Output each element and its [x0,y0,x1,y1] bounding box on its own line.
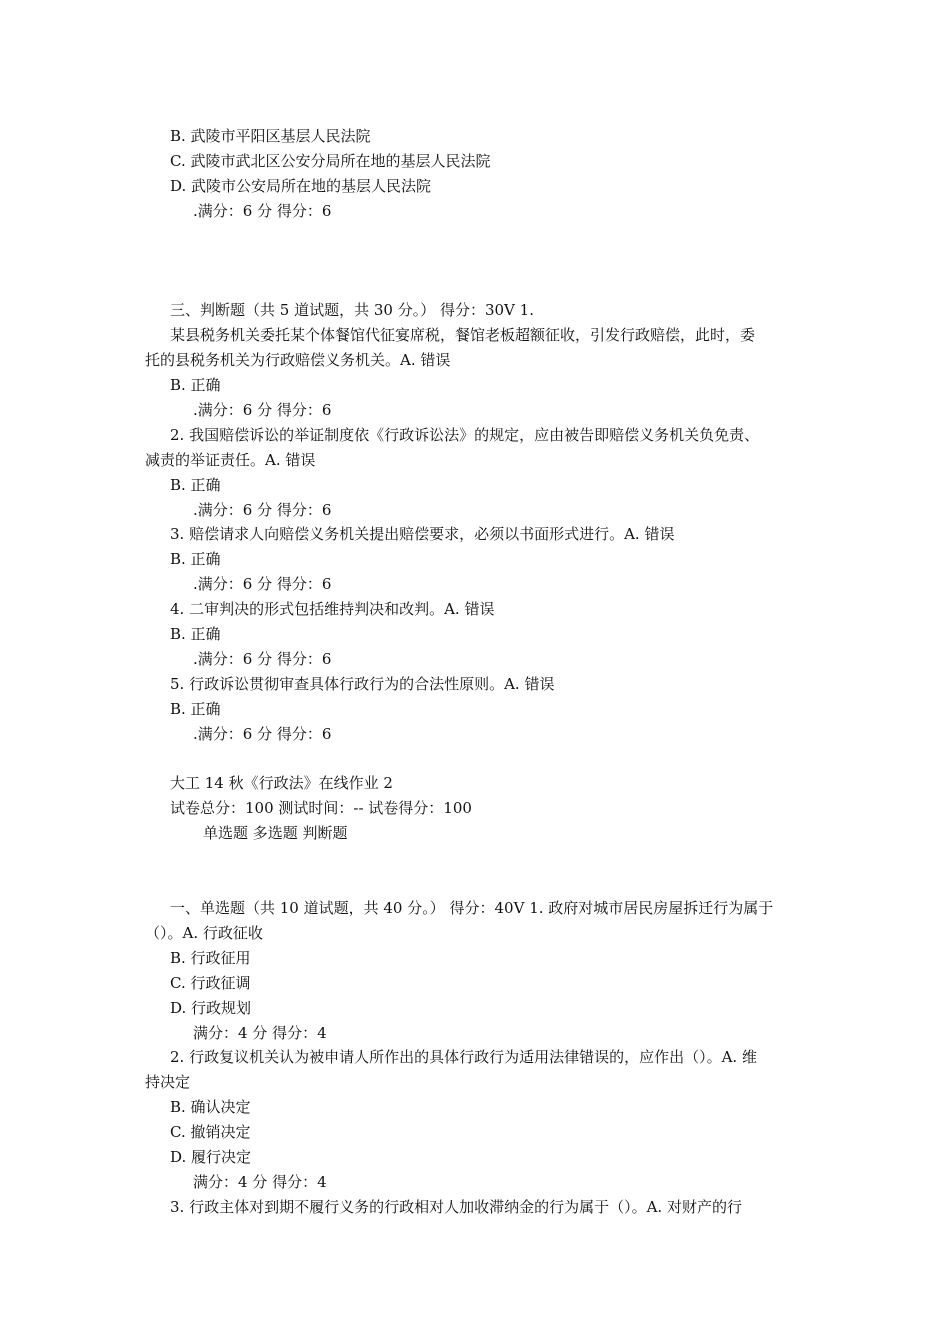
judge-q2-text: 2. 我国赔偿诉讼的举证制度依《行政诉讼法》的规定，应由被告即赔偿义务机关负免责、 [170,426,760,444]
judge-q2-text-cont: 减责的举证责任。A. 错误 [145,451,316,469]
single-q2-text-cont: 持决定 [145,1073,191,1091]
single-section-header: 一、单选题（共 10 道试题，共 40 分。） 得分：40V 1. 政府对城市居民房屋拆迁行为属于 [170,899,774,917]
single-q2-option-d: D. 履行决定 [170,1148,252,1166]
judge-q1-text: 某县税务机关委托某个体餐馆代征宴席税，餐馆老板超额征收，引发行政赔偿，此时，委 [170,326,756,344]
option-c: C. 武陵市武北区公安分局所在地的基层人民法院 [170,152,491,170]
judge-q5-text: 5. 行政诉讼贯彻审查具体行政行为的合法性原则。A. 错误 [170,675,555,693]
score-line: .满分：6 分 得分：6 [193,202,332,220]
judge-q1-score: .满分：6 分 得分：6 [193,401,332,419]
single-q1-option-b: B. 行政征用 [170,949,251,967]
judge-section-header: 三、判断题（共 5 道试题，共 30 分。） 得分：30V 1. [170,301,534,319]
judge-q1-option-b: B. 正确 [170,376,221,394]
judge-q3-score: .满分：6 分 得分：6 [193,575,332,593]
exam-title: 大工 14 秋《行政法》在线作业 2 [170,774,393,792]
judge-q3-option-b: B. 正确 [170,550,221,568]
single-q1-option-d: D. 行政规划 [170,999,252,1017]
single-q2-score: 满分：4 分 得分：4 [193,1173,327,1191]
section-tabs[interactable]: 单选题 多选题 判断题 [203,824,348,842]
judge-q3-text: 3. 赔偿请求人向赔偿义务机关提出赔偿要求，必须以书面形式进行。A. 错误 [170,525,675,543]
option-b: B. 武陵市平阳区基层人民法院 [170,127,371,145]
single-q1-text-cont: （）。A. 行政征收 [145,924,263,942]
single-q2-option-b: B. 确认决定 [170,1098,251,1116]
single-q2-text: 2. 行政复议机关认为被申请人所作出的具体行政行为适用法律错误的，应作出（）。A. 维 [170,1048,757,1066]
single-q1-score: 满分：4 分 得分：4 [193,1024,327,1042]
single-q1-option-c: C. 行政征调 [170,974,251,992]
judge-q5-option-b: B. 正确 [170,700,221,718]
judge-q4-text: 4. 二审判决的形式包括维持判决和改判。A. 错误 [170,600,495,618]
option-d: D. 武陵市公安局所在地的基层人民法院 [170,177,432,195]
judge-q2-option-b: B. 正确 [170,476,221,494]
single-q3-text: 3. 行政主体对到期不履行义务的行政相对人加收滞纳金的行为属于（）。A. 对财产的行 [170,1198,742,1216]
judge-q5-score: .满分：6 分 得分：6 [193,725,332,743]
judge-q4-score: .满分：6 分 得分：6 [193,650,332,668]
judge-q1-text-cont: 托的县税务机关为行政赔偿义务机关。A. 错误 [145,351,451,369]
judge-q2-score: .满分：6 分 得分：6 [193,501,332,519]
judge-q4-option-b: B. 正确 [170,625,221,643]
exam-summary: 试卷总分：100 测试时间：-- 试卷得分：100 [170,799,472,817]
single-q2-option-c: C. 撤销决定 [170,1123,251,1141]
